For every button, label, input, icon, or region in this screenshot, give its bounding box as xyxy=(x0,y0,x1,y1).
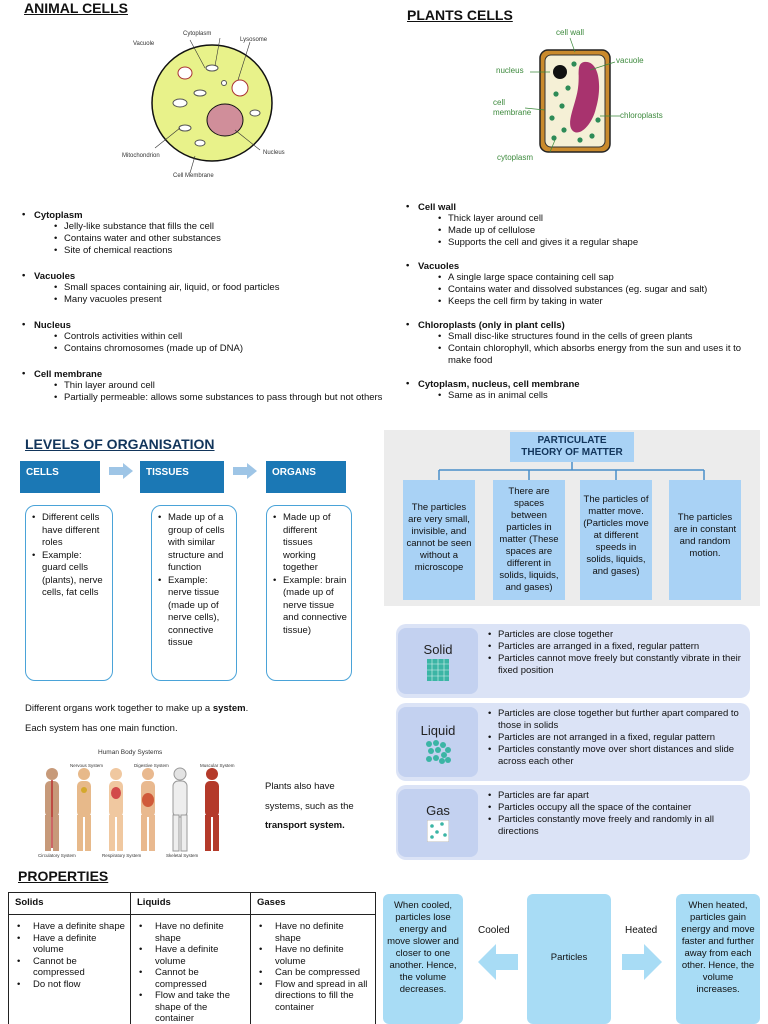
body-label: Respiratory System xyxy=(102,853,142,858)
theory-point-box: There are spaces between particles in matter (These spaces are different in solids, liquids, and gases) xyxy=(493,480,565,600)
plant-label-lines xyxy=(520,30,680,160)
property-item: • Cannot be compressed xyxy=(135,967,246,990)
level-organs-box xyxy=(266,505,352,681)
body-label: Digestive System xyxy=(134,763,169,768)
plant-term: • Chloroplasts (only in plant cells) xyxy=(406,320,758,331)
solid-particles-icon xyxy=(427,659,449,681)
level-cells-header: CELLS xyxy=(20,461,100,493)
animal-label-membrane: Cell Membrane xyxy=(173,173,214,179)
plant-label-nucleus: nucleus xyxy=(496,66,524,75)
body-systems-title: Human Body Systems xyxy=(98,749,163,756)
plant-label-wall: cell wall xyxy=(556,28,585,37)
plant-point: • Thick layer around cell xyxy=(406,213,758,225)
plant-label-cytoplasm: cytoplasm xyxy=(497,153,534,162)
animal-point: • Small spaces containing air, liquid, or food particles xyxy=(22,282,392,294)
property-item: • Flow and spread in all directions to fill the container xyxy=(255,979,371,1014)
property-item: • Have a definite volume xyxy=(13,933,126,956)
levels-heading: LEVELS OF ORGANISATION xyxy=(25,436,215,452)
animal-point: • Controls activities within cell xyxy=(22,331,392,343)
level-tissues-point: • Example: nerve tissue (made up of nerve cells), connective tissue xyxy=(156,575,232,650)
plant-label-chloroplasts: chloroplasts xyxy=(620,111,663,120)
plant-term: • Vacuoles xyxy=(406,261,758,272)
state-point: • Particles are close together but further apart compared to those in solids xyxy=(488,708,744,732)
state-point: • Particles are close together xyxy=(488,629,744,641)
level-tissues-box xyxy=(151,505,237,681)
level-organs-header: ORGANS xyxy=(266,461,346,493)
properties-cell-gases xyxy=(251,915,376,1024)
animal-term: • Nucleus xyxy=(22,320,392,331)
animal-label-lysosome: Lysosome xyxy=(240,37,268,43)
plant-point: • Contain chlorophyll, which absorbs energy from the sun and uses it to make food xyxy=(406,343,758,367)
state-point: • Particles are not arranged in a fixed, regular pattern xyxy=(488,732,744,744)
plant-cells-heading: PLANTS CELLS xyxy=(407,7,513,23)
properties-table xyxy=(8,892,376,1024)
system-word: system xyxy=(212,703,246,714)
particles-center-box: Particles xyxy=(527,894,611,1024)
level-tissues-header: TISSUES xyxy=(140,461,224,493)
arrow-left-icon xyxy=(478,944,518,980)
state-point: • Particles constantly move freely and randomly in all directions xyxy=(488,814,744,838)
level-cells-box xyxy=(25,505,113,681)
state-point: • Particles occupy all the space of the container xyxy=(488,802,744,814)
cooled-label: Cooled xyxy=(478,925,510,936)
plant-label-vacuole: vacuole xyxy=(616,56,644,65)
level-tissues-point: • Made up of a group of cells with similar structure and function xyxy=(156,512,232,575)
animal-label-vacuole: Vacuole xyxy=(133,41,155,47)
theory-point-box: The particles are very small, invisible, and cannot be seen without a microscope xyxy=(403,480,475,600)
animal-point: • Jelly-like substance that fills the cell xyxy=(22,221,392,233)
property-item: • Cannot be compressed xyxy=(13,956,126,979)
animal-point: • Thin layer around cell xyxy=(22,380,392,392)
property-item: • Can be compressed xyxy=(255,967,371,979)
plant-point: • Small disc-like structures found in the cells of green plants xyxy=(406,331,758,343)
arrow-right-icon xyxy=(123,463,133,479)
animal-point: • Many vacuoles present xyxy=(22,294,392,306)
liquid-particles-icon xyxy=(425,740,451,764)
level-cells-point: • Example: guard cells (plants), nerve cells, fat cells xyxy=(30,550,108,600)
plant-point: • Keeps the cell firm by taking in water xyxy=(406,296,758,308)
state-solid-list xyxy=(488,629,744,677)
state-liquid-row xyxy=(396,703,750,781)
properties-header-solids: Solids xyxy=(9,893,131,915)
state-point: • Particles constantly move over short distances and slide across each other xyxy=(488,744,744,768)
properties-cell-solids xyxy=(9,915,131,1024)
animal-point: • Contains water and other substances xyxy=(22,233,392,245)
property-item: • Have a definite volume xyxy=(135,944,246,967)
level-organs-point: • Made up of different tissues working together xyxy=(271,512,347,575)
arrow-right-icon xyxy=(233,467,247,475)
system-sentence: Different organs work together to make up a system. xyxy=(25,703,249,714)
animal-cells-heading: ANIMAL CELLS xyxy=(24,0,128,16)
body-label: Nervous System xyxy=(70,763,104,768)
properties-heading: PROPERTIES xyxy=(18,868,109,884)
state-gas-list xyxy=(488,790,744,838)
state-liquid-name: Liquid xyxy=(420,723,456,738)
animal-term: • Cytoplasm xyxy=(22,210,392,221)
animal-cell-diagram xyxy=(120,28,300,188)
arrow-right-icon xyxy=(622,944,662,980)
state-gas-row xyxy=(396,785,750,860)
animal-term: • Cell membrane xyxy=(22,369,392,380)
plants-systems-line-2: systems, such as the xyxy=(265,801,354,812)
state-point: • Particles are far apart xyxy=(488,790,744,802)
theory-point-box: The particles are in constant and random motion. xyxy=(669,480,741,600)
property-item: • Have no definite volume xyxy=(255,944,371,967)
animal-label-mitochondrion: Mitochondrion xyxy=(122,153,160,159)
heated-description-box: When heated, particles gain energy and move faster and further away from each other. Hence, the volume increases. xyxy=(676,894,760,1024)
properties-header-gases: Gases xyxy=(251,893,376,915)
plants-systems-bold: transport system. xyxy=(265,820,345,831)
plant-point: • Supports the cell and gives it a regular shape xyxy=(406,237,758,249)
animal-point: • Partially permeable: allows some substances to pass through but not others xyxy=(22,392,392,404)
state-gas-name: Gas xyxy=(426,803,450,818)
gas-particles-icon xyxy=(427,820,449,842)
property-item: • Flow and take the shape of the container xyxy=(135,990,246,1024)
animal-label-cytoplasm: Cytoplasm xyxy=(183,31,212,37)
level-cells-point: • Different cells have different roles xyxy=(30,512,108,550)
properties-cell-liquids xyxy=(131,915,251,1024)
animal-point: • Contains chromosomes (made up of DNA) xyxy=(22,343,392,355)
plant-point: • Same as in animal cells xyxy=(406,390,758,402)
plant-point: • A single large space containing cell sap xyxy=(406,272,758,284)
state-liquid-tag xyxy=(398,707,478,777)
state-point: • Particles are arranged in a fixed, regular pattern xyxy=(488,641,744,653)
state-solid-name: Solid xyxy=(423,642,453,657)
plant-point: • Made up of cellulose xyxy=(406,225,758,237)
property-item: • Do not flow xyxy=(13,979,126,991)
heated-label: Heated xyxy=(625,925,658,936)
state-solid-row xyxy=(396,624,750,698)
arrow-right-icon xyxy=(247,463,257,479)
human-body-systems-image xyxy=(34,760,240,860)
particulate-title: PARTICULATE THEORY OF MATTER xyxy=(510,432,634,462)
plant-label-membrane-1: cell xyxy=(493,98,506,107)
animal-notes xyxy=(22,200,392,404)
animal-label-nucleus: Nucleus xyxy=(263,150,285,156)
property-item: • Have no definite shape xyxy=(255,921,371,944)
particulate-connector xyxy=(384,462,760,482)
body-label: Circulatory System xyxy=(38,853,76,858)
plant-notes xyxy=(406,192,758,402)
state-solid-tag xyxy=(398,628,478,694)
body-label: Muscular System xyxy=(200,763,235,768)
property-item: • Have a definite shape xyxy=(13,921,126,933)
plant-point: • Contains water and dissolved substances (eg. sugar and salt) xyxy=(406,284,758,296)
body-label: Skeletal System xyxy=(166,853,199,858)
theory-point-box: The particles of matter move. (Particles move at different speeds in solids, liquids, and gases) xyxy=(580,480,652,600)
plant-term: • Cell wall xyxy=(406,202,758,213)
state-gas-tag xyxy=(398,789,478,857)
animal-point: • Site of chemical reactions xyxy=(22,245,392,257)
system-sentence-text: Different organs work together to make up a xyxy=(25,703,211,714)
state-liquid-list xyxy=(488,708,744,768)
plant-term: • Cytoplasm, nucleus, cell membrane xyxy=(406,379,758,390)
property-item: • Have no definite shape xyxy=(135,921,246,944)
plant-label-membrane-2: membrane xyxy=(493,108,532,117)
properties-header-liquids: Liquids xyxy=(131,893,251,915)
animal-term: • Vacuoles xyxy=(22,271,392,282)
system-function-sentence: Each system has one main function. xyxy=(25,723,178,734)
cooled-description-box: When cooled, particles lose energy and move slower and closer to one another. Hence, the volume decreases. xyxy=(383,894,463,1024)
level-organs-point: • Example: brain (made up of nerve tissue and connective tissue) xyxy=(271,575,347,638)
arrow-right-icon xyxy=(109,467,123,475)
state-point: • Particles cannot move freely but constantly vibrate in their fixed position xyxy=(488,653,744,677)
plants-systems-line-1: Plants also have xyxy=(265,781,335,792)
